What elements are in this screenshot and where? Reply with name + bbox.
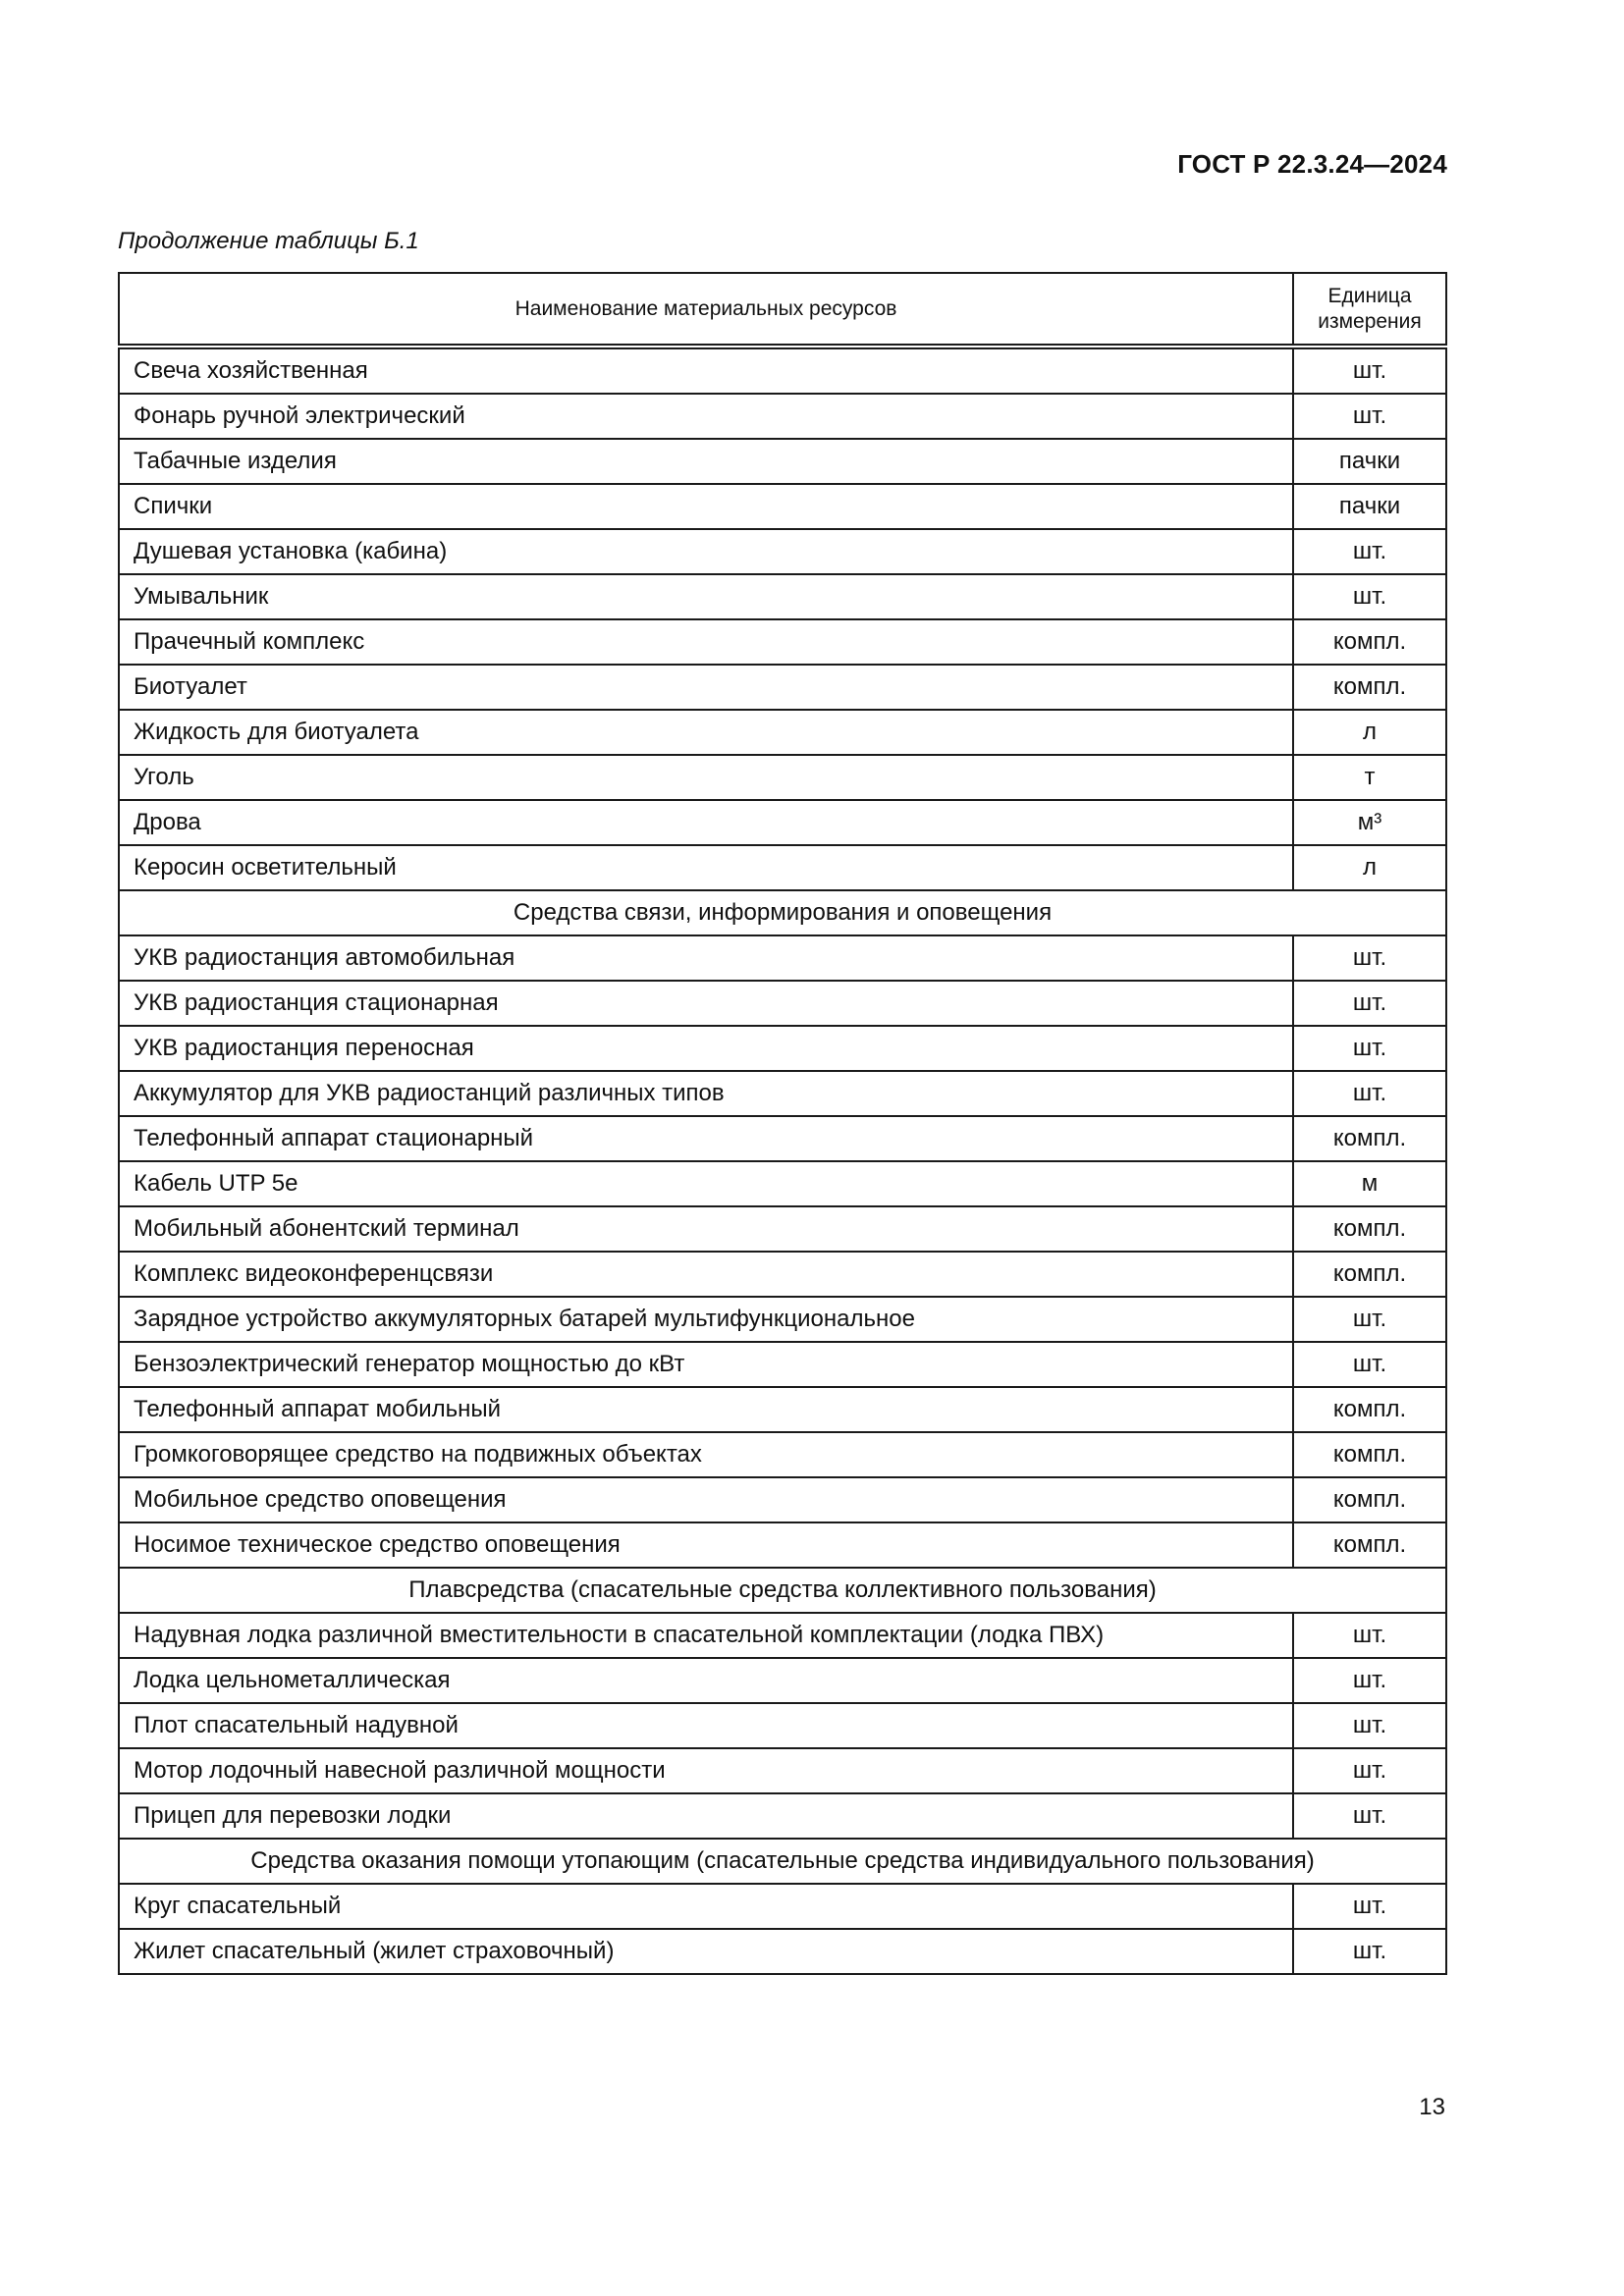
resource-name: Аккумулятор для УКВ радиостанций различных типов	[119, 1071, 1293, 1116]
table-row	[119, 1206, 1446, 1252]
table-row	[119, 1432, 1446, 1477]
resource-name: УКВ радиостанция стационарная	[119, 981, 1293, 1026]
resource-name: Надувная лодка различной вместительности в спасательной комплектации (лодка ПВХ)	[119, 1613, 1293, 1658]
table-row	[119, 981, 1446, 1026]
resource-name: Бензоэлектрический генератор мощностью до кВт	[119, 1342, 1293, 1387]
resource-name: Громкоговорящее средство на подвижных объектах	[119, 1432, 1293, 1477]
resource-name: Дрова	[119, 800, 1293, 845]
table-row	[119, 1026, 1446, 1071]
unit-of-measure: шт.	[1293, 1748, 1446, 1793]
table-row	[119, 1748, 1446, 1793]
unit-of-measure: компл.	[1293, 619, 1446, 665]
resource-name: Плот спасательный надувной	[119, 1703, 1293, 1748]
table-row	[119, 1884, 1446, 1929]
column-header-name: Наименование материальных ресурсов	[119, 273, 1293, 347]
resource-name: УКВ радиостанция переносная	[119, 1026, 1293, 1071]
resource-name: Фонарь ручной электрический	[119, 394, 1293, 439]
table-row	[119, 755, 1446, 800]
table-row	[119, 1161, 1446, 1206]
table-row	[119, 347, 1446, 394]
table-row	[119, 1387, 1446, 1432]
resource-name: УКВ радиостанция автомобильная	[119, 935, 1293, 981]
unit-of-measure: шт.	[1293, 529, 1446, 574]
unit-of-measure: шт.	[1293, 574, 1446, 619]
resource-name: Уголь	[119, 755, 1293, 800]
unit-of-measure: шт.	[1293, 1613, 1446, 1658]
table-row	[119, 800, 1446, 845]
unit-of-measure: компл.	[1293, 1387, 1446, 1432]
resource-name: Комплекс видеоконференцсвязи	[119, 1252, 1293, 1297]
unit-of-measure: компл.	[1293, 1252, 1446, 1297]
unit-of-measure: компл.	[1293, 665, 1446, 710]
resource-name: Мобильное средство оповещения	[119, 1477, 1293, 1522]
resource-name: Телефонный аппарат мобильный	[119, 1387, 1293, 1432]
resource-name: Телефонный аппарат стационарный	[119, 1116, 1293, 1161]
unit-of-measure: компл.	[1293, 1432, 1446, 1477]
table-row	[119, 619, 1446, 665]
section-row	[119, 890, 1446, 935]
unit-of-measure: компл.	[1293, 1522, 1446, 1568]
section-title: Средства оказания помощи утопающим (спасательные средства индивидуального пользования)	[119, 1839, 1446, 1884]
unit-of-measure: шт.	[1293, 1342, 1446, 1387]
table-row	[119, 710, 1446, 755]
table-row	[119, 1658, 1446, 1703]
table-row	[119, 1613, 1446, 1658]
table-header-row	[119, 273, 1446, 347]
table-row	[119, 574, 1446, 619]
table-row	[119, 1929, 1446, 1974]
page-number: 13	[1419, 2094, 1445, 2120]
table-row	[119, 529, 1446, 574]
unit-of-measure: пачки	[1293, 439, 1446, 484]
unit-of-measure: шт.	[1293, 1658, 1446, 1703]
resource-name: Табачные изделия	[119, 439, 1293, 484]
resource-name: Свеча хозяйственная	[119, 347, 1293, 394]
section-row	[119, 1568, 1446, 1613]
section-row	[119, 1839, 1446, 1884]
table-row	[119, 1252, 1446, 1297]
column-header-unit: Единица измерения	[1293, 273, 1446, 347]
resource-name: Лодка цельнометаллическая	[119, 1658, 1293, 1703]
resource-name: Керосин осветительный	[119, 845, 1293, 890]
unit-of-measure: л	[1293, 845, 1446, 890]
unit-of-measure: шт.	[1293, 1929, 1446, 1974]
table-row	[119, 845, 1446, 890]
table-row	[119, 935, 1446, 981]
table-row	[119, 1297, 1446, 1342]
resource-name: Кабель UTP 5e	[119, 1161, 1293, 1206]
resource-name: Биотуалет	[119, 665, 1293, 710]
unit-of-measure: шт.	[1293, 347, 1446, 394]
resource-name: Прицеп для перевозки лодки	[119, 1793, 1293, 1839]
unit-of-measure: шт.	[1293, 935, 1446, 981]
unit-of-measure: компл.	[1293, 1206, 1446, 1252]
resource-name: Душевая установка (кабина)	[119, 529, 1293, 574]
resource-name: Жидкость для биотуалета	[119, 710, 1293, 755]
materials-table	[118, 272, 1447, 1975]
unit-of-measure: т	[1293, 755, 1446, 800]
unit-of-measure: шт.	[1293, 1297, 1446, 1342]
resource-name: Прачечный комплекс	[119, 619, 1293, 665]
table-row	[119, 1071, 1446, 1116]
table-row	[119, 439, 1446, 484]
resource-name: Спички	[119, 484, 1293, 529]
unit-of-measure: шт.	[1293, 1026, 1446, 1071]
unit-of-measure: пачки	[1293, 484, 1446, 529]
unit-of-measure: м³	[1293, 800, 1446, 845]
resource-name: Умывальник	[119, 574, 1293, 619]
table-row	[119, 394, 1446, 439]
unit-of-measure: м	[1293, 1161, 1446, 1206]
table-row	[119, 1116, 1446, 1161]
table-caption: Продолжение таблицы Б.1	[118, 228, 419, 254]
unit-of-measure: шт.	[1293, 1884, 1446, 1929]
section-title: Плавсредства (спасательные средства коллективного пользования)	[119, 1568, 1446, 1613]
resource-name: Носимое техническое средство оповещения	[119, 1522, 1293, 1568]
table-row	[119, 1703, 1446, 1748]
unit-of-measure: компл.	[1293, 1477, 1446, 1522]
table-row	[119, 1522, 1446, 1568]
resource-name: Мотор лодочный навесной различной мощности	[119, 1748, 1293, 1793]
unit-of-measure: шт.	[1293, 1071, 1446, 1116]
table-row	[119, 1342, 1446, 1387]
unit-of-measure: шт.	[1293, 394, 1446, 439]
table-row	[119, 665, 1446, 710]
table-row	[119, 1477, 1446, 1522]
unit-of-measure: л	[1293, 710, 1446, 755]
resource-name: Круг спасательный	[119, 1884, 1293, 1929]
unit-of-measure: шт.	[1293, 981, 1446, 1026]
resource-name: Мобильный абонентский терминал	[119, 1206, 1293, 1252]
unit-of-measure: шт.	[1293, 1703, 1446, 1748]
table-row	[119, 484, 1446, 529]
table-body	[119, 347, 1446, 1974]
resource-name: Жилет спасательный (жилет страховочный)	[119, 1929, 1293, 1974]
section-title: Средства связи, информирования и оповещения	[119, 890, 1446, 935]
resource-name: Зарядное устройство аккумуляторных батарей мультифункциональное	[119, 1297, 1293, 1342]
unit-of-measure: компл.	[1293, 1116, 1446, 1161]
table-row	[119, 1793, 1446, 1839]
unit-of-measure: шт.	[1293, 1793, 1446, 1839]
document-code: ГОСТ Р 22.3.24—2024	[1177, 149, 1447, 179]
